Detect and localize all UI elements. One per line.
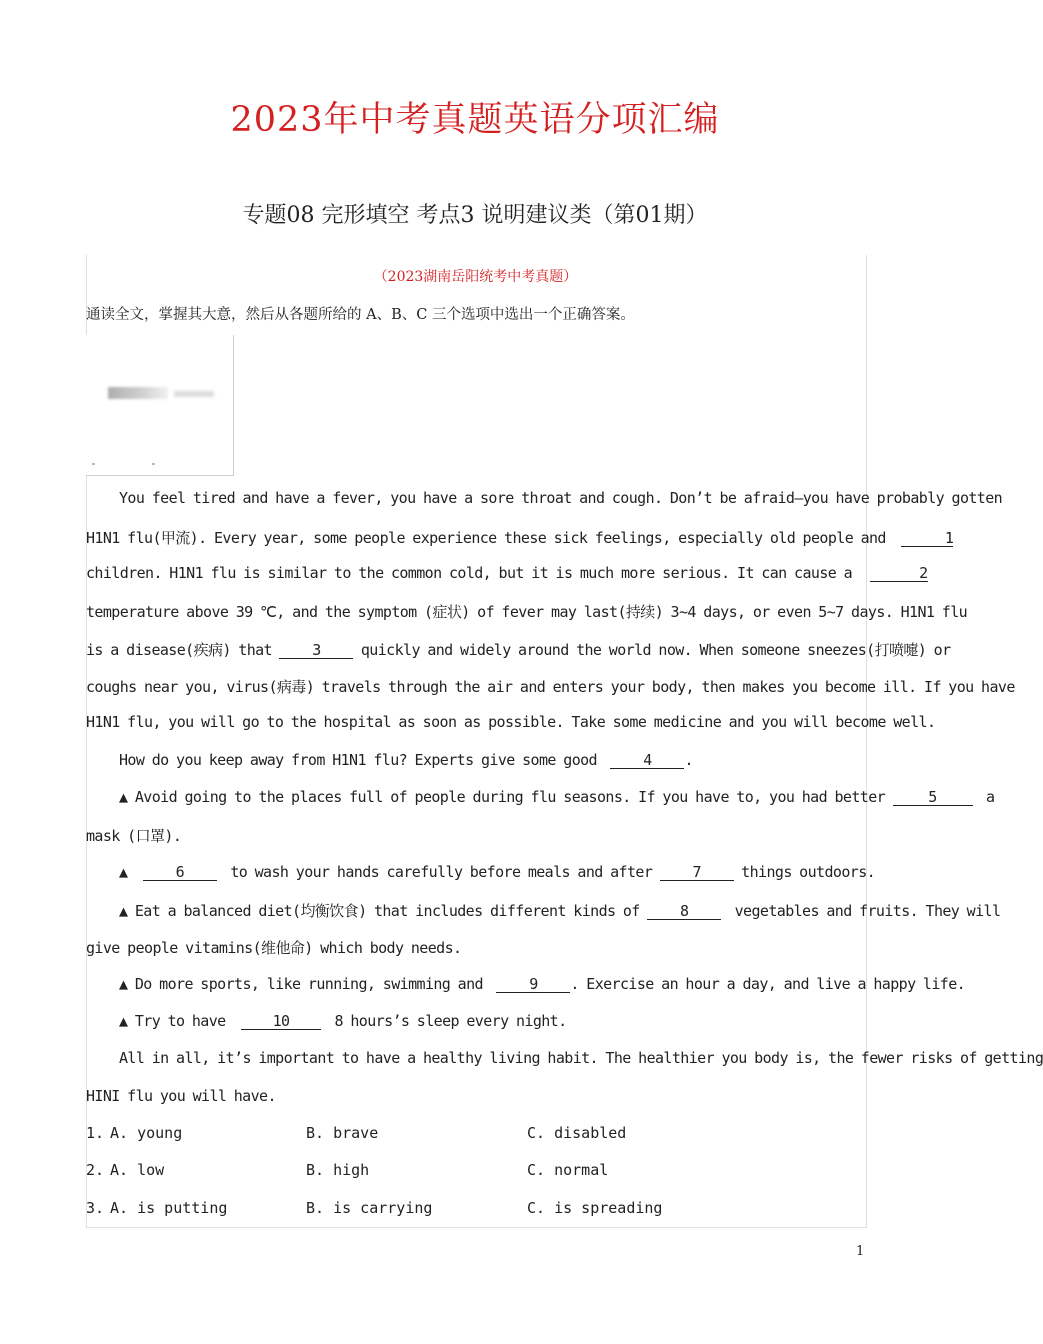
passage-line: mask (口罩).: [86, 827, 182, 845]
option-a[interactable]: A. young: [110, 1124, 183, 1142]
passage-line: give people vitamins(维他命) which body needs.: [86, 939, 462, 957]
passage-text: a: [985, 788, 995, 806]
passage-line: [86, 527, 954, 548]
option-c[interactable]: C. is spreading: [527, 1199, 663, 1217]
passage-line: [86, 863, 909, 881]
passage-text: . Exercise an hour a day, and live a happy life.: [570, 975, 966, 993]
passage-text: is a disease(疾病) that: [86, 641, 272, 659]
blank-4[interactable]: 4: [610, 752, 684, 769]
passage-text: ▲: [119, 863, 128, 881]
passage-text: How do you keep away from H1N1 flu? Experts give some good: [119, 751, 597, 769]
question-number: 2.: [86, 1161, 105, 1179]
passage-line: All in all, it’s important to have a healthy living habit. The healthier you body is, the fewer risks of getting: [119, 1049, 1043, 1067]
instruction: 通读全文，掌握其大意，然后从各题所给的 A、B、C 三个选项中选出一个正确答案。: [86, 307, 635, 323]
blank-8[interactable]: 8: [647, 903, 721, 920]
blurred-image-content: [174, 391, 214, 397]
passage-line: HINI flu you will have.: [86, 1087, 276, 1105]
page-title: 2023年中考真题英语分项汇编: [230, 100, 720, 140]
option-c[interactable]: C. disabled: [527, 1124, 627, 1142]
option-b[interactable]: B. high: [306, 1161, 370, 1179]
passage-line: [86, 975, 966, 993]
blank-7[interactable]: 7: [660, 864, 734, 881]
source-line: （2023湖南岳阳统考中考真题）: [373, 269, 578, 285]
passage-text: ▲ Avoid going to the places full of people during flu seasons. If you have to, you had better: [119, 788, 886, 806]
passage-text: vegetables and fruits. They will: [734, 902, 1001, 920]
blank-1[interactable]: 1: [901, 530, 953, 547]
passage-text: 8 hours’s sleep every night.: [334, 1012, 567, 1030]
passage-line: H1N1 flu, you will go to the hospital as soon as possible. Take some medicine and you will become well.: [86, 713, 936, 731]
option-a[interactable]: A. is putting: [110, 1199, 228, 1217]
passage-line: [86, 900, 1001, 921]
blank-3[interactable]: 3: [279, 642, 353, 659]
passage-line: You feel tired and have a fever, you have a sore throat and cough. Don’t be afraid—you have probably gotten: [119, 489, 1003, 507]
option-a[interactable]: A. low: [110, 1161, 165, 1179]
blank-5[interactable]: 5: [893, 789, 973, 806]
passage-line: [86, 788, 995, 806]
passage-text: H1N1 flu(甲流). Every year, some people experience these sick feelings, especially old people and: [86, 529, 886, 547]
passage-line: coughs near you, virus(病毒) travels through the air and enters your body, then makes you become ill. If you have: [86, 678, 1015, 696]
passage-line: [86, 1012, 909, 1030]
question-number: 1.: [86, 1124, 105, 1142]
passage-line: [86, 751, 909, 769]
page-subtitle: 专题08 完形填空 考点3 说明建议类（第01期）: [242, 203, 708, 228]
option-b[interactable]: B. is carrying: [306, 1199, 433, 1217]
passage-line: temperature above 39 ℃, and the symptom (症状) of fever may last(持续) 3~4 days, or even 5~7 days. H1N1 flu: [86, 603, 968, 621]
page-number: 1: [856, 1244, 865, 1259]
passage-text: ▲ Do more sports, like running, swimming and: [119, 975, 483, 993]
passage-text: children. H1N1 flu is similar to the common cold, but it is much more serious. It can cause a: [86, 564, 853, 582]
option-c[interactable]: C. normal: [527, 1161, 609, 1179]
passage-text: quickly and widely around the world now. When someone sneezes(打喷嚏) or: [360, 641, 951, 659]
passage-line: [86, 639, 951, 660]
embedded-image: [86, 335, 234, 476]
passage-text: .: [684, 751, 693, 769]
passage-line: [86, 564, 928, 582]
blank-9[interactable]: 9: [496, 976, 570, 993]
passage-text: ▲ Try to have: [119, 1012, 226, 1030]
blurred-image-content: [108, 387, 168, 399]
image-artifact: [152, 463, 155, 465]
passage-text: to wash your hands carefully before meals and after: [230, 863, 653, 881]
option-b[interactable]: B. brave: [306, 1124, 379, 1142]
question-number: 3.: [86, 1199, 105, 1217]
image-artifact: [92, 463, 95, 465]
blank-10[interactable]: 10: [241, 1013, 321, 1030]
blank-6[interactable]: 6: [143, 864, 217, 881]
passage-text: things outdoors.: [741, 863, 876, 881]
passage-text: ▲ Eat a balanced diet(均衡饮食) that includes different kinds of: [119, 902, 640, 920]
blank-2[interactable]: 2: [870, 565, 928, 582]
